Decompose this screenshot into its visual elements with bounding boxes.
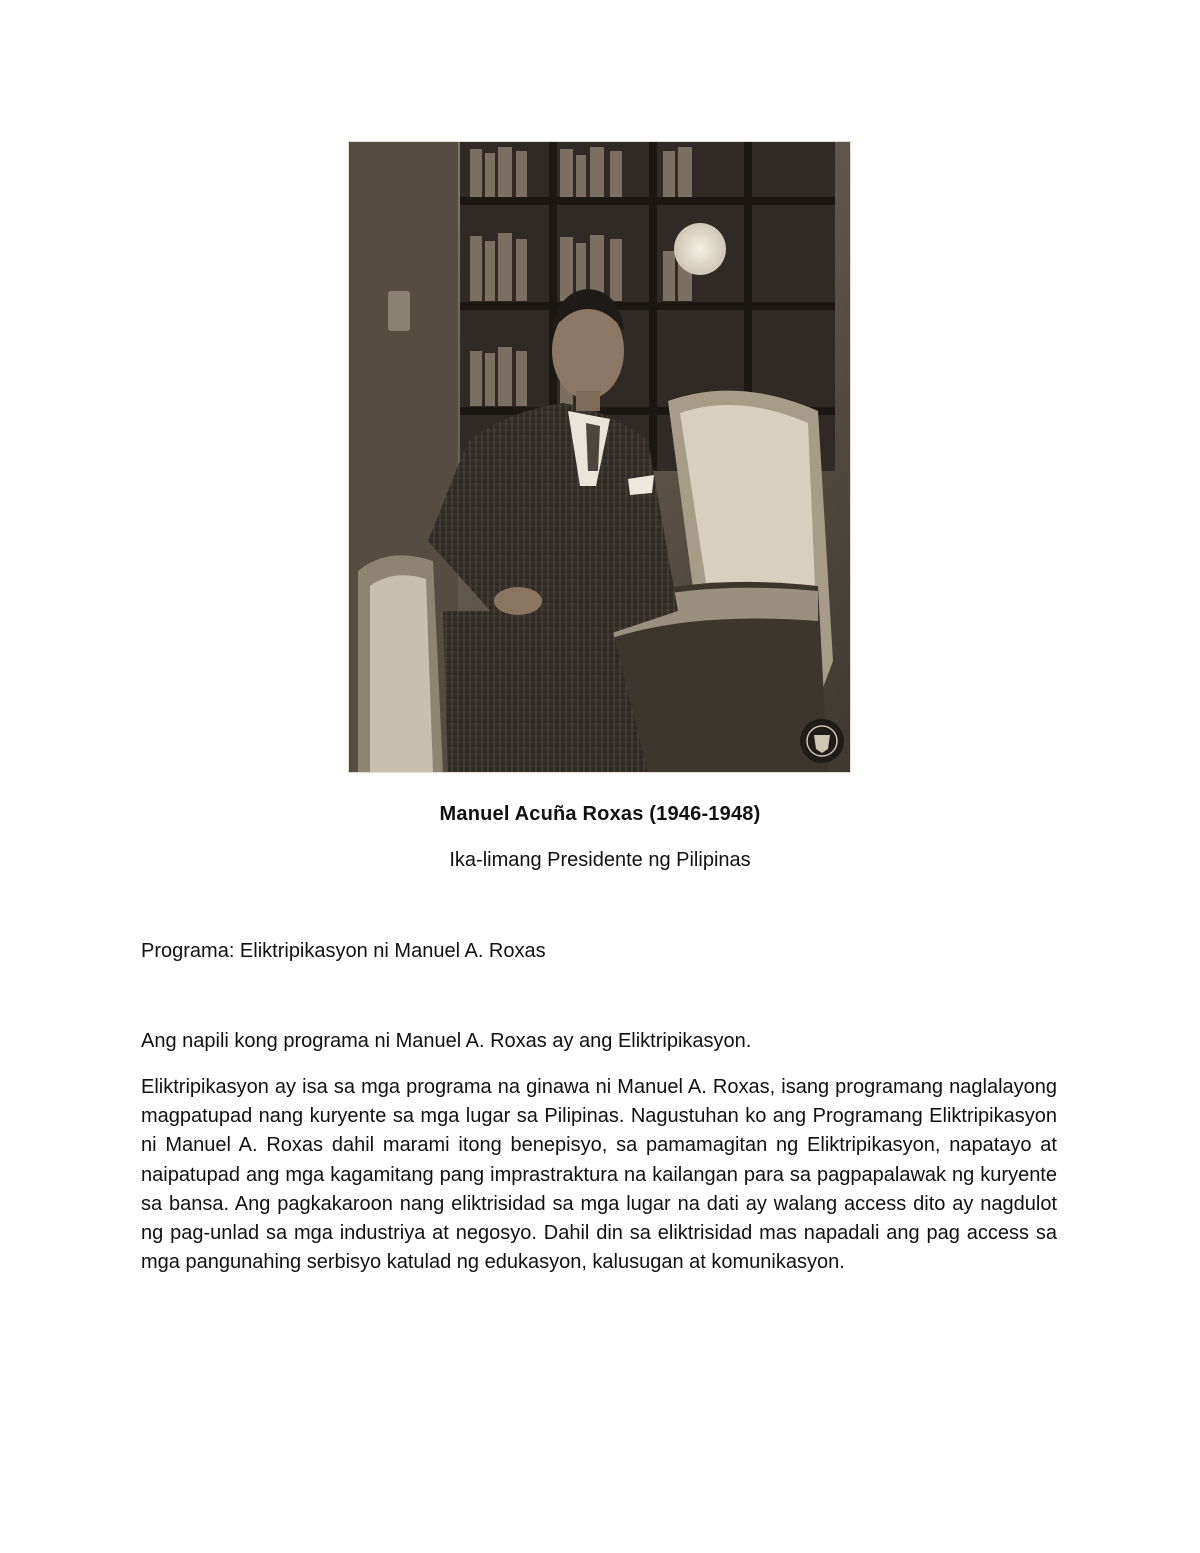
- portrait-photo: [348, 141, 851, 773]
- president-role-caption: Ika-limang Presidente ng Pilipinas: [449, 849, 751, 871]
- body-paragraph: Eliktripikasyon ay isa sa mga programa na ginawa ni Manuel A. Roxas, isang programang naglalayong magpatupad nang kuryente sa mga lugar sa Pilipinas. Nagustuhan ko ang Programang Eliktripikasyon ni Manuel A. Roxas dahil marami itong benepisyo, sa pamamagitan ng Eliktripikasyon, napatayo at naipatupad ang mga kagamitang pang imprastraktura na kailangan para sa pagpapalawak ng kuryente sa bansa. Ang pagkakaroon nang eliktrisidad sa mga lugar na dati ay walang access dito ay nagdulot ng pag-unlad sa mga industriya at negosyo. Dahil din sa eliktrisidad mas napadali ang pag access sa mga pangunahing serbisyo katulad ng edukasyon, kalusugan at komunikasyon.: [141, 1076, 1057, 1274]
- program-heading: Programa: Eliktripikasyon ni Manuel A. Roxas: [141, 940, 546, 962]
- intro-sentence: Ang napili kong programa ni Manuel A. Roxas ay ang Eliktripikasyon.: [141, 1030, 752, 1052]
- president-name-caption: Manuel Acuña Roxas (1946-1948): [439, 803, 761, 825]
- seal-icon: [800, 719, 844, 763]
